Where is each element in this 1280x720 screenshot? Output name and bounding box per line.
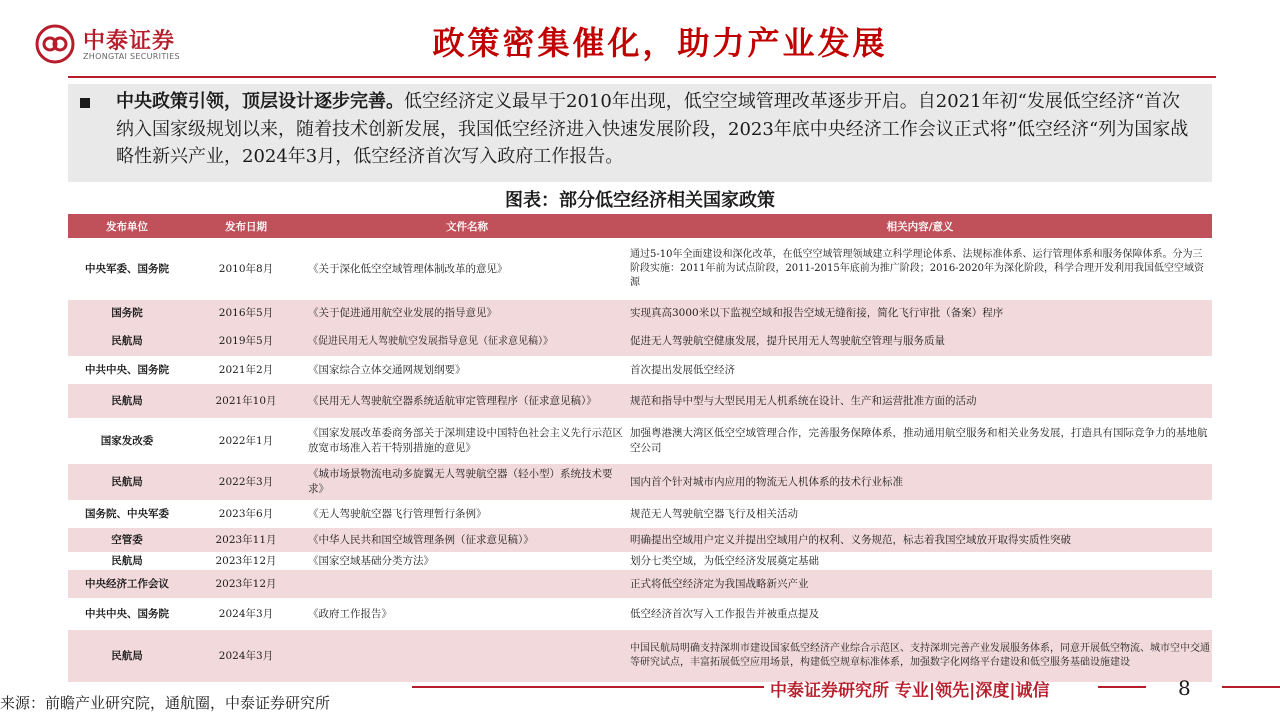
header-document: 文件名称 xyxy=(306,214,628,238)
cell-description: 实现真高3000米以下监视空域和报告空域无缝衔接，简化飞行审批（备案）程序 xyxy=(628,300,1212,326)
policy-table xyxy=(68,214,1212,682)
cell-description: 促进无人驾驶航空健康发展，提升民用无人驾驶航空管理与服务质量 xyxy=(628,326,1212,356)
summary-box xyxy=(68,84,1212,182)
cell-document: 《国家综合立体交通网规划纲要》 xyxy=(306,356,628,384)
cell-description: 首次提出发展低空经济 xyxy=(628,356,1212,384)
cell-date: 2024年3月 xyxy=(186,598,306,630)
table-row xyxy=(68,384,1212,418)
cell-unit: 民航局 xyxy=(68,384,186,418)
header-unit: 发布单位 xyxy=(68,214,186,238)
cell-document: 《城市场景物流电动多旋翼无人驾驶航空器（轻小型）系统技术要求》 xyxy=(306,464,628,500)
table-row xyxy=(68,356,1212,384)
cell-unit: 民航局 xyxy=(68,630,186,682)
cell-document: 《关于促进通用航空业发展的指导意见》 xyxy=(306,300,628,326)
cell-unit: 民航局 xyxy=(68,552,186,570)
logo-name-cn: 中泰证券 xyxy=(83,29,176,54)
cell-date: 2022年1月 xyxy=(186,418,306,464)
cell-document xyxy=(306,630,628,682)
table-row xyxy=(68,464,1212,500)
cell-unit: 中央经济工作会议 xyxy=(68,570,186,598)
cell-document: 《国家发展改革委商务部关于深圳建设中国特色社会主义先行示范区放宽市场准入若干特别措施的意见》 xyxy=(306,418,628,464)
footer-divider-right xyxy=(1098,686,1146,688)
cell-date: 2010年8月 xyxy=(186,238,306,300)
footer-divider-far xyxy=(1222,686,1280,688)
cell-description: 国内首个针对城市内应用的物流无人机体系的技术行业标准 xyxy=(628,464,1212,500)
cell-description: 规范无人驾驶航空器飞行及相关活动 xyxy=(628,500,1212,528)
cell-description: 加强粤港澳大湾区低空空域管理合作，完善服务保障体系，推动通用航空服务和相关业务发展，打造具有国际竞争力的基地航空公司 xyxy=(628,418,1212,464)
cell-date: 2023年6月 xyxy=(186,500,306,528)
cell-document: 《政府工作报告》 xyxy=(306,598,628,630)
cell-unit: 中央军委、国务院 xyxy=(68,238,186,300)
cell-description: 通过5-10年全面建设和深化改革，在低空空域管理领域建立科学理论体系、法规标准体系、运行管理体系和服务保障体系。分为三阶段实施：2011年前为试点阶段，2011-2015年底前为推广阶段；2016-2020年为深化阶段，科学合理开发利用我国低空空域资源 xyxy=(628,238,1212,300)
header-date: 发布日期 xyxy=(186,214,306,238)
cell-date: 2023年11月 xyxy=(186,528,306,552)
page-number: 8 xyxy=(1178,676,1191,700)
table-header-row xyxy=(68,214,1212,238)
cell-description: 划分七类空域，为低空经济发展奠定基础 xyxy=(628,552,1212,570)
cell-unit: 中共中央、国务院 xyxy=(68,598,186,630)
logo-name-en: ZHONGTAI SECURITIES xyxy=(83,52,180,61)
zhongtai-logo-icon xyxy=(35,24,75,64)
table-row xyxy=(68,326,1212,356)
cell-date: 2023年12月 xyxy=(186,552,306,570)
cell-document: 《关于深化低空空域管理体制改革的意见》 xyxy=(306,238,628,300)
cell-document: 《国家空域基础分类方法》 xyxy=(306,552,628,570)
table-row xyxy=(68,552,1212,570)
cell-date: 2024年3月 xyxy=(186,630,306,682)
cell-date: 2023年12月 xyxy=(186,570,306,598)
cell-document: 《促进民用无人驾驶航空发展指导意见（征求意见稿）》 xyxy=(306,326,628,356)
cell-unit: 民航局 xyxy=(68,464,186,500)
table-row xyxy=(68,238,1212,300)
header-description: 相关内容/意义 xyxy=(628,214,1212,238)
cell-unit: 国家发改委 xyxy=(68,418,186,464)
cell-description: 正式将低空经济定为我国战略新兴产业 xyxy=(628,570,1212,598)
page-title: 政策密集催化，助力产业发展 xyxy=(432,24,888,62)
table-row xyxy=(68,528,1212,552)
cell-description: 中国民航局明确支持深圳市建设国家低空经济产业综合示范区、支持深圳完善产业发展服务体系，同意开展低空物流、城市空中交通等研究试点，丰富拓展低空应用场景，构建低空规章标准体系，加强数字化网络平台建设和低空服务基础设施建设 xyxy=(628,630,1212,682)
cell-date: 2021年10月 xyxy=(186,384,306,418)
table-row xyxy=(68,418,1212,464)
cell-unit: 民航局 xyxy=(68,326,186,356)
table-row xyxy=(68,598,1212,630)
cell-document: 《中华人民共和国空域管理条例（征求意见稿）》 xyxy=(306,528,628,552)
company-logo xyxy=(35,22,205,66)
cell-unit: 国务院、中央军委 xyxy=(68,500,186,528)
table-row xyxy=(68,500,1212,528)
cell-document: 《民用无人驾驶航空器系统适航审定管理程序（征求意见稿）》 xyxy=(306,384,628,418)
cell-description: 明确提出空域用户定义并提出空域用户的权利、义务规范，标志着我国空域放开取得实质性突破 xyxy=(628,528,1212,552)
summary-lead: 中央政策引领，顶层设计逐步完善。 xyxy=(116,91,404,112)
cell-date: 2019年5月 xyxy=(186,326,306,356)
cell-unit: 国务院 xyxy=(68,300,186,326)
header-divider xyxy=(68,76,1216,78)
cell-date: 2022年3月 xyxy=(186,464,306,500)
cell-date: 2021年2月 xyxy=(186,356,306,384)
cell-unit: 空管委 xyxy=(68,528,186,552)
cell-unit: 中共中央、国务院 xyxy=(68,356,186,384)
summary-text xyxy=(116,88,1196,171)
table-row xyxy=(68,300,1212,326)
table-row xyxy=(68,630,1212,682)
table-title: 图表：部分低空经济相关国家政策 xyxy=(505,190,775,211)
cell-description: 低空经济首次写入工作报告并被重点提及 xyxy=(628,598,1212,630)
summary-body: 低空经济定义最早于2010年出现，低空空域管理改革逐步开启。自2021年初“发展低空经济“首次纳入国家级规划以来，随着技术创新发展，我国低空经济进入快速发展阶段，2023年底中央经济工作会议正式将”低空经济“列为国家战略性新兴产业，2024年3月，低空经济首次写入政府工作报告。 xyxy=(116,91,1189,167)
footer-divider-left xyxy=(412,686,764,688)
cell-description: 规范和指导中型与大型民用无人机系统在设计、生产和运营批准方面的活动 xyxy=(628,384,1212,418)
table-row xyxy=(68,570,1212,598)
cell-date: 2016年5月 xyxy=(186,300,306,326)
footer-slogan: 中泰证券研究所 专业|领先|深度|诚信 xyxy=(770,681,1050,701)
cell-document xyxy=(306,570,628,598)
source-note: 来源：前瞻产业研究院，通航圈，中泰证券研究所 xyxy=(0,694,331,712)
cell-document: 《无人驾驶航空器飞行管理暂行条例》 xyxy=(306,500,628,528)
square-bullet-icon xyxy=(80,98,90,108)
